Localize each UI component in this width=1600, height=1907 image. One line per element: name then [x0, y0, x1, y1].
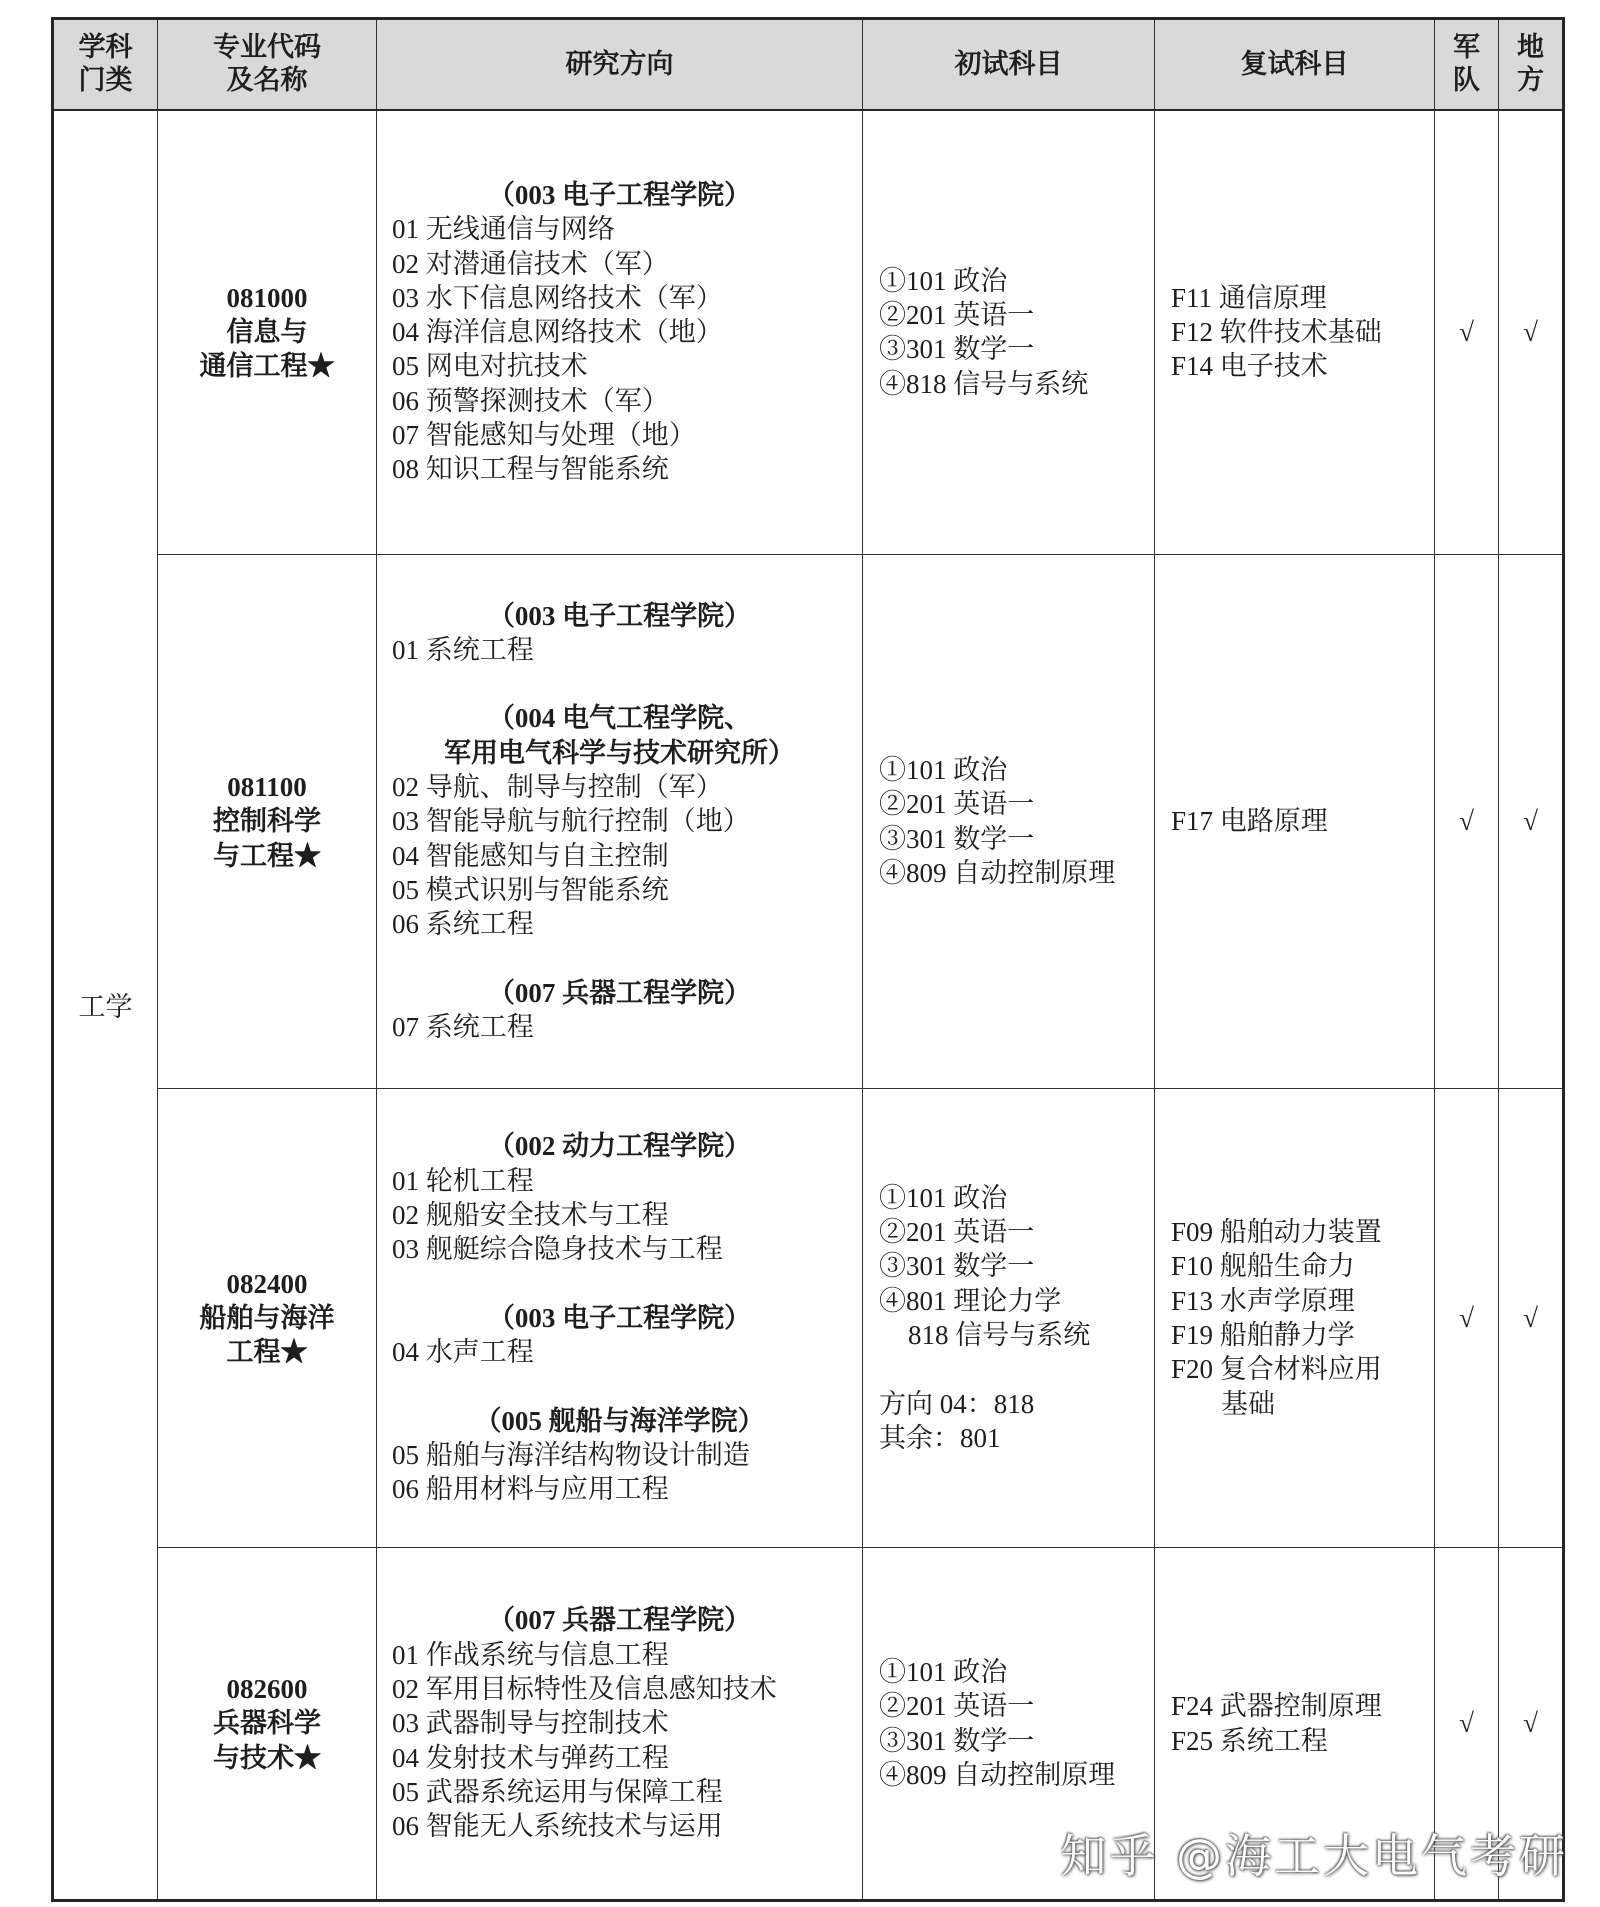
department-group — [392, 1603, 847, 1843]
direction-item: 02 对潜通信技术（军） — [392, 248, 669, 279]
direction-item: 03 武器制导与控制技术 — [392, 1708, 669, 1739]
military-check-cell — [1435, 110, 1499, 555]
direction-item: 05 武器系统运用与保障工程 — [392, 1776, 723, 1807]
civilian-check-cell — [1499, 1089, 1564, 1548]
initial-exam-item: ③301 数学一 — [879, 823, 1035, 854]
direction-item: 05 网电对抗技术 — [392, 351, 588, 382]
direction-item: 06 船用材料与应用工程 — [392, 1474, 669, 1505]
direction-item: 04 海洋信息网络技术（地） — [392, 317, 723, 348]
header-major-line: 专业代码 — [213, 32, 321, 63]
civilian-check: √ — [1523, 316, 1538, 347]
major-code: 082400 — [226, 1268, 308, 1299]
research-direction-cell — [377, 1548, 863, 1901]
header-direction: 研究方向 — [377, 19, 863, 110]
header-category-line: 门类 — [78, 65, 133, 96]
major-code-cell — [158, 1089, 377, 1548]
header-military-line: 军 — [1453, 32, 1480, 63]
initial-exam-item: ③301 数学一 — [879, 1251, 1035, 1282]
initial-exam-item: ③301 数学一 — [879, 1725, 1035, 1756]
initial-exam-item: ①101 政治 — [879, 265, 1008, 296]
military-check-cell — [1435, 1089, 1499, 1548]
direction-item: 05 船舶与海洋结构物设计制造 — [392, 1440, 750, 1471]
civilian-check: √ — [1523, 1302, 1538, 1333]
military-check-cell — [1435, 555, 1499, 1089]
major-code-cell — [158, 110, 377, 555]
initial-exam-note — [879, 1387, 1154, 1456]
direction-item: 05 模式识别与智能系统 — [392, 874, 669, 905]
direction-item: 07 智能感知与处理（地） — [392, 419, 696, 450]
military-check: √ — [1459, 806, 1474, 836]
initial-exam-note-line: 其余：801 — [879, 1422, 1001, 1453]
direction-item: 02 导航、制导与控制（军） — [392, 772, 723, 803]
initial-exam-item: ④809 自动控制原理 — [879, 1759, 1116, 1790]
header-civilian-line: 方 — [1517, 65, 1544, 96]
major-code: 081000 — [226, 282, 308, 313]
major-name-line: 与技术★ — [213, 1742, 321, 1773]
direction-item: 07 系统工程 — [392, 1012, 534, 1043]
research-direction-cell — [377, 1089, 863, 1548]
retest-item: F09 船舶动力装置 — [1171, 1217, 1382, 1248]
retest-item: F11 通信原理 — [1171, 282, 1327, 313]
retest-item: F14 电子技术 — [1171, 351, 1328, 382]
civilian-check: √ — [1523, 806, 1538, 836]
department-heading: （003 电子工程学院） — [487, 179, 752, 210]
initial-exam-item: ②201 英语一 — [879, 1691, 1035, 1722]
initial-exam-item: ①101 政治 — [879, 754, 1008, 785]
initial-exam-cell — [863, 1089, 1155, 1548]
direction-item: 03 舰艇综合隐身技术与工程 — [392, 1234, 723, 1265]
military-check: √ — [1459, 1708, 1474, 1738]
department-group — [392, 1301, 847, 1370]
initial-exam-note-line: 方向 04：818 — [879, 1388, 1035, 1419]
header-category-line: 学科 — [78, 32, 133, 63]
retest-item: F12 软件技术基础 — [1171, 317, 1382, 348]
retest-cell — [1155, 110, 1435, 555]
department-group — [392, 599, 847, 668]
initial-exam-cell — [863, 110, 1155, 555]
major-code-cell — [158, 1548, 377, 1901]
major-code-cell — [158, 555, 377, 1089]
header-major — [158, 19, 377, 110]
civilian-check: √ — [1523, 1708, 1538, 1738]
retest-item: F24 武器控制原理 — [1171, 1691, 1382, 1722]
major-name-line: 船舶与海洋 — [199, 1302, 335, 1333]
table-header — [53, 19, 1564, 110]
header-row — [53, 19, 1564, 110]
retest-item: F13 水声学原理 — [1171, 1285, 1355, 1316]
department-heading: 军用电气科学与技术研究所） — [444, 737, 795, 768]
military-check: √ — [1459, 316, 1474, 347]
civilian-check-cell — [1499, 555, 1564, 1089]
department-group — [392, 1404, 847, 1507]
major-name-line: 控制科学 — [213, 806, 321, 837]
header-category — [53, 19, 158, 110]
table-row — [53, 1089, 1564, 1548]
major-name-line: 信息与 — [226, 317, 308, 348]
direction-item: 01 系统工程 — [392, 634, 534, 665]
direction-item: 08 知识工程与智能系统 — [392, 454, 669, 485]
retest-item: F10 舰船生命力 — [1171, 1251, 1355, 1282]
direction-item: 03 水下信息网络技术（军） — [392, 282, 723, 313]
major-name-line: 工程★ — [226, 1337, 308, 1368]
initial-exam-item: ①101 政治 — [879, 1182, 1008, 1213]
department-group — [392, 976, 847, 1045]
retest-item: F25 系统工程 — [1171, 1725, 1328, 1756]
major-name-line: 兵器科学 — [213, 1708, 321, 1739]
table-row — [53, 555, 1564, 1089]
direction-item: 06 智能无人系统技术与运用 — [392, 1811, 723, 1842]
direction-item: 03 智能导航与航行控制（地） — [392, 806, 750, 837]
major-name-line: 通信工程★ — [199, 351, 335, 382]
category-label: 工学 — [78, 992, 133, 1023]
retest-item: F19 船舶静力学 — [1171, 1320, 1355, 1350]
initial-exam-item: ②201 英语一 — [879, 1217, 1035, 1248]
initial-exam-item: ④818 信号与系统 — [879, 368, 1089, 399]
initial-exam-item: ④801 理论力学 — [879, 1285, 1062, 1316]
retest-item: F17 电路原理 — [1171, 806, 1328, 837]
direction-item: 04 水声工程 — [392, 1337, 534, 1368]
header-major-line: 及名称 — [226, 65, 308, 96]
department-heading: （007 兵器工程学院） — [487, 977, 752, 1008]
direction-item: 04 发射技术与弹药工程 — [392, 1742, 669, 1773]
initial-exam-item: ②201 英语一 — [879, 299, 1035, 330]
retest-continuation: 基础 — [1221, 1388, 1275, 1419]
header-retest: 复试科目 — [1155, 19, 1435, 110]
department-heading: （003 电子工程学院） — [487, 1302, 752, 1333]
direction-item: 01 无线通信与网络 — [392, 214, 615, 245]
civilian-check-cell — [1499, 110, 1564, 555]
retest-cell — [1155, 555, 1435, 1089]
research-direction-cell — [377, 110, 863, 555]
department-heading: （007 兵器工程学院） — [487, 1605, 752, 1636]
direction-item: 04 智能感知与自主控制 — [392, 840, 669, 871]
header-initial-exam: 初试科目 — [863, 19, 1155, 110]
header-civilian-line: 地 — [1517, 32, 1544, 63]
watermark: 知乎 @海工大电气考研 — [1060, 1829, 1568, 1883]
initial-exam-item: ③301 数学一 — [879, 334, 1035, 365]
direction-item: 01 轮机工程 — [392, 1165, 534, 1196]
research-direction-cell — [377, 555, 863, 1089]
retest-cell — [1155, 1089, 1435, 1548]
initial-exam-cell — [863, 555, 1155, 1089]
table-body — [53, 110, 1564, 1901]
major-name-line: 与工程★ — [213, 840, 321, 871]
initial-exam-item: ②201 英语一 — [879, 789, 1035, 820]
department-heading: （003 电子工程学院） — [487, 600, 752, 631]
category-cell — [53, 110, 158, 1901]
direction-item: 02 舰船安全技术与工程 — [392, 1199, 669, 1230]
retest-item: F20 复合材料应用 — [1171, 1354, 1382, 1385]
department-group — [392, 701, 847, 941]
direction-item: 06 系统工程 — [392, 909, 534, 940]
header-military — [1435, 19, 1499, 110]
header-military-line: 队 — [1453, 65, 1480, 96]
department-group — [392, 178, 847, 487]
major-code: 082600 — [226, 1674, 308, 1705]
department-heading: （004 电气工程学院、 — [487, 703, 752, 734]
initial-exam-item: ①101 政治 — [879, 1656, 1008, 1687]
department-group — [392, 1129, 847, 1266]
admissions-catalog-table — [51, 17, 1565, 1902]
initial-exam-continuation: 818 信号与系统 — [908, 1320, 1091, 1350]
department-heading: （002 动力工程学院） — [487, 1131, 752, 1162]
table-row — [53, 110, 1564, 555]
direction-item: 02 军用目标特性及信息感知技术 — [392, 1674, 777, 1705]
major-code: 081100 — [227, 772, 307, 803]
military-check: √ — [1459, 1302, 1474, 1333]
department-heading: （005 舰船与海洋学院） — [474, 1405, 765, 1436]
direction-item: 06 预警探测技术（军） — [392, 385, 669, 416]
direction-item: 01 作战系统与信息工程 — [392, 1639, 669, 1670]
header-civilian — [1499, 19, 1564, 110]
initial-exam-item: ④809 自动控制原理 — [879, 857, 1116, 888]
